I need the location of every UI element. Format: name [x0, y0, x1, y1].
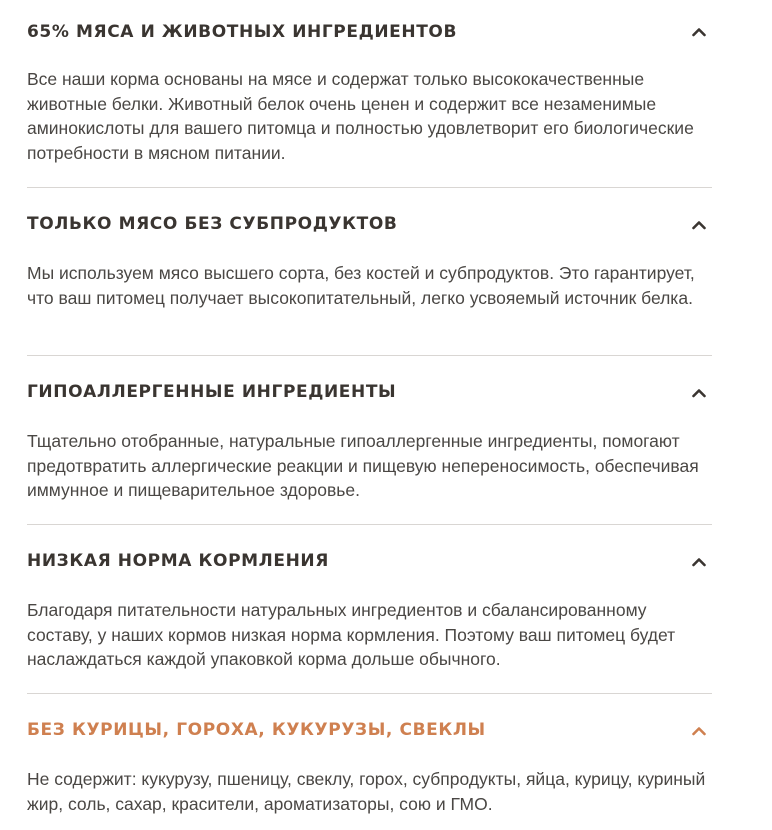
accordion-text: Все наши корма основаны на мясе и содержат только высококачественные животные белки. Животный белок очень ценен и содержит все незаменимые аминокислоты для вашего питомца и полностью удовлетворит его биологические потребности в мясном питании. [27, 69, 694, 163]
accordion-item-meat-content [27, 0, 712, 188]
chevron-up-icon[interactable] [692, 220, 706, 230]
features-accordion [27, 0, 712, 830]
accordion-title: БЕЗ КУРИЦЫ, ГОРОХА, КУКУРУЗЫ, СВЕКЛЫ [27, 720, 486, 740]
accordion-item-low-feeding-rate [27, 525, 712, 694]
accordion-title: 65% МЯСА И ЖИВОТНЫХ ИНГРЕДИЕНТОВ [27, 22, 457, 42]
accordion-item-hypoallergenic [27, 356, 712, 525]
chevron-up-icon[interactable] [692, 726, 706, 736]
accordion-title: НИЗКАЯ НОРМА КОРМЛЕНИЯ [27, 551, 329, 571]
accordion-item-meat-only [27, 188, 712, 356]
accordion-title: ТОЛЬКО МЯСО БЕЗ СУБПРОДУКТОВ [27, 214, 398, 234]
accordion-text: Тщательно отобранные, натуральные гипоаллергенные ингредиенты, помогают предотвратить аллергические реакции и пищевую непереносимость, обеспечивая иммунное и пищеварительное здоровье. [27, 431, 699, 500]
chevron-up-icon[interactable] [692, 27, 706, 37]
accordion-title: ГИПОАЛЛЕРГЕННЫЕ ИНГРЕДИЕНТЫ [27, 382, 397, 402]
chevron-up-icon[interactable] [692, 557, 706, 567]
accordion-text: Благодаря питательности натуральных ингредиентов и сбалансированному составу, у наших кормов низкая норма кормления. Поэтому ваш питомец будет наслаждаться каждой упаковкой корма дольше обычного. [27, 600, 676, 669]
accordion-item-free-from [27, 694, 712, 830]
chevron-up-icon[interactable] [692, 388, 706, 398]
accordion-text: Мы используем мясо высшего сорта, без костей и субпродуктов. Это гарантирует, что ваш питомец получает высокопитательный, легко усвояемый источник белка. [27, 263, 695, 308]
accordion-text: Не содержит: кукурузу, пшеницу, свеклу, горох, субпродукты, яйца, курицу, куриный жир, соль, сахар, красители, ароматизаторы, сою и ГМО. [27, 769, 706, 814]
